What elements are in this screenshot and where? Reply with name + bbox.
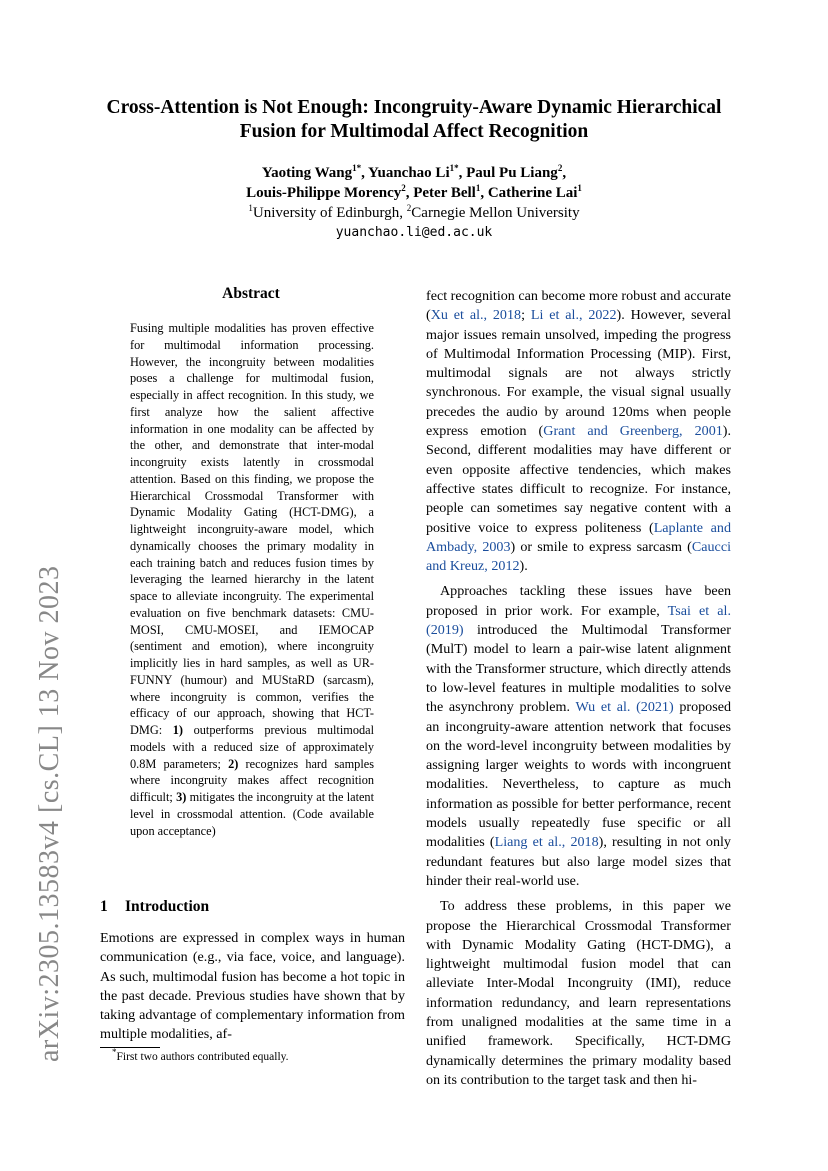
citation-link[interactable]: Laplante and Ambady, 2003	[426, 519, 731, 555]
affiliation-mark: 2	[406, 203, 412, 213]
body-column-left	[100, 929, 405, 1045]
section-title: Introduction	[125, 898, 210, 915]
footnote	[112, 1047, 289, 1064]
affiliation-mark: 1	[577, 183, 582, 193]
author-list	[0, 163, 828, 203]
section-number: 1	[100, 898, 108, 915]
arxiv-identifier: arXiv:2305.13583v4 [cs.CL] 13 Nov 2023	[34, 565, 65, 1062]
section-heading	[100, 898, 209, 916]
paper-title	[0, 96, 828, 144]
author-name: Louis-Philippe Morency	[246, 185, 402, 201]
paragraph: fect recognition can become more robust and accurate (Xu et al., 2018; Li et al., 2022). However, several major issues remain unsolved, impeding the progress of Multimodal Information Processing (MIP). First, multimodal signals are not always strictly synchronous. For example, the visual signal usually precedes the audio by around 120ms when people express emotion (Grant and Greenberg, 2001). Second, different modalities may have different or even opposite affective tendencies, which makes affective states difficult to recognize. For instance, people can sometimes say negative content with a positive voice to express politeness (Laplante and Ambady, 2003) or smile to express sarcasm (Caucci and Kreuz, 2012).	[426, 288, 732, 575]
paragraph: To address these problems, in this paper we propose the Hierarchical Crossmodal Transformer with Dynamic Modality Gating (HCT-DMG), a lightweight multimodal fusion model that can alleviate Inter-Modal Incongruity (IMI), reduce information redundancy, and learn representations from unaligned modalities at the same time in a unified framework. Specifically, HCT-DMG dynamically determines the primary modality based on its contribution to the target task and then hi-	[426, 898, 731, 1088]
affiliations	[0, 203, 828, 223]
affiliation-mark: 2	[401, 183, 406, 193]
contact-email: yuanchao.li@ed.ac.uk	[335, 225, 493, 240]
affiliation-mark: 1*	[352, 163, 362, 173]
author-name: Peter Bell	[413, 185, 476, 201]
author-line-1: Yaoting Wang$^{1*}$, Yuanchao $Li^{1*}$, Paul Pu Liang$^2$,	[261, 163, 567, 181]
citation-link[interactable]: Grant and Greenberg, 2001	[543, 423, 723, 440]
paragraph: Emotions are expressed in complex ways in human communication (e.g., via face, voice, and language). As such, multimodal fusion has become a hot topic in the past decade. Previous studies have shown that by taking advantage of complementary information from multiple modalities, af-	[100, 930, 405, 1043]
affiliation-mark: 1*	[449, 163, 459, 173]
affiliation-mark: 1	[248, 203, 253, 213]
author-name: Yaoting Wang	[261, 165, 353, 181]
footnote-mark: *	[112, 1047, 117, 1058]
citation-link[interactable]: Caucci and Kreuz, 2012	[426, 538, 731, 575]
footnote-text: First two authors contributed equally.	[116, 1051, 289, 1063]
body-column-right	[426, 287, 731, 1090]
title-line-1: Cross-Attention is Not Enough: Incongruity-Aware Dynamic Hierarchical	[106, 97, 722, 118]
affiliation-mark: 1	[475, 183, 481, 193]
footnote-rule	[100, 1047, 160, 1048]
affiliation-mark: 2	[557, 163, 563, 173]
abstract-heading: Abstract	[222, 285, 280, 302]
citation-link[interactable]: Tsai et al. (2019)	[426, 602, 731, 639]
affiliation-name: University of Edinburgh,	[252, 205, 407, 221]
citation-link[interactable]: Xu et al., 2018	[430, 307, 522, 324]
author-line-2: Louis-Philippe Morency$^2$, Peter Bell$^1$, Catherine Lai$^1$	[246, 183, 582, 201]
citation-link[interactable]: Li et al., 2022	[530, 307, 617, 324]
author-name: Yuanchao Li	[368, 165, 450, 181]
title-line-2: Fusion for Multimodal Affect Recognition	[239, 121, 589, 142]
citation-link[interactable]: Wu et al. (2021)	[575, 699, 674, 716]
author-name: Catherine Lai	[487, 185, 578, 201]
abstract-text: Fusing multiple modalities has proven effective for multimodal information processing. However, the incongruity between modalities poses a challenge for multimodal fusion, especially in affect recognition. In this study, we first analyze how the salient affective information in one modality can be affected by the other, and demonstrate that inter-modal incongruity exists latently in crossmodal attention. Based on this finding, we propose the Hierarchical Crossmodal Transformer with Dynamic Modality Gating (HCT-DMG), a lightweight incongruity-aware model, which dynamically chooses the primary modality in each training batch and reduces fusion times by leveraging the learned hierarchy in the latent space to alleviate incongruity. The experimental evaluation on five benchmark datasets: CMU-MOSI, CMU-MOSEI, and IEMOCAP (sentiment and emotion), where incongruity implicitly lies in hard samples, as well as UR-FUNNY (humour) and MUStaRD (sarcasm), where incongruity is common, verifies the efficacy of our approach, showing that HCT-DMG: 1) outperforms previous multimodal models with a reduced size of approximately 0.8M parameters; 2) recognizes hard samples where incongruity makes affect recognition difficult; 3) mitigates the incongruity at the latent level in crossmodal attention. (Code available upon acceptance)	[130, 321, 375, 838]
affiliation-name: Carnegie Mellon University	[411, 205, 580, 221]
paragraph: Approaches tackling these issues have been proposed in prior work. For example, Tsai et al. (2019) introduced the Multimodal Transformer (MulT) model to learn a pair-wise latent alignment with the Transformer structure, which directly attends to low-level features in multiple modalities to solve the asynchrony problem. Wu et al. (2021) proposed an incongruity-aware attention network that focuses on the word-level incongruity between modalities by assigning larger weights to words with incongruent modalities. Nevertheless, to capture as much information as possible for better performance, recent models usually repeatedly fuse specific or all modalities (Liang et al., 2018), resulting in not only redundant features but also large model sizes that hinder their real-world use.	[426, 583, 732, 889]
citation-link[interactable]: Liang et al., 2018	[494, 834, 599, 851]
author-name: Paul Pu Liang	[466, 165, 558, 181]
